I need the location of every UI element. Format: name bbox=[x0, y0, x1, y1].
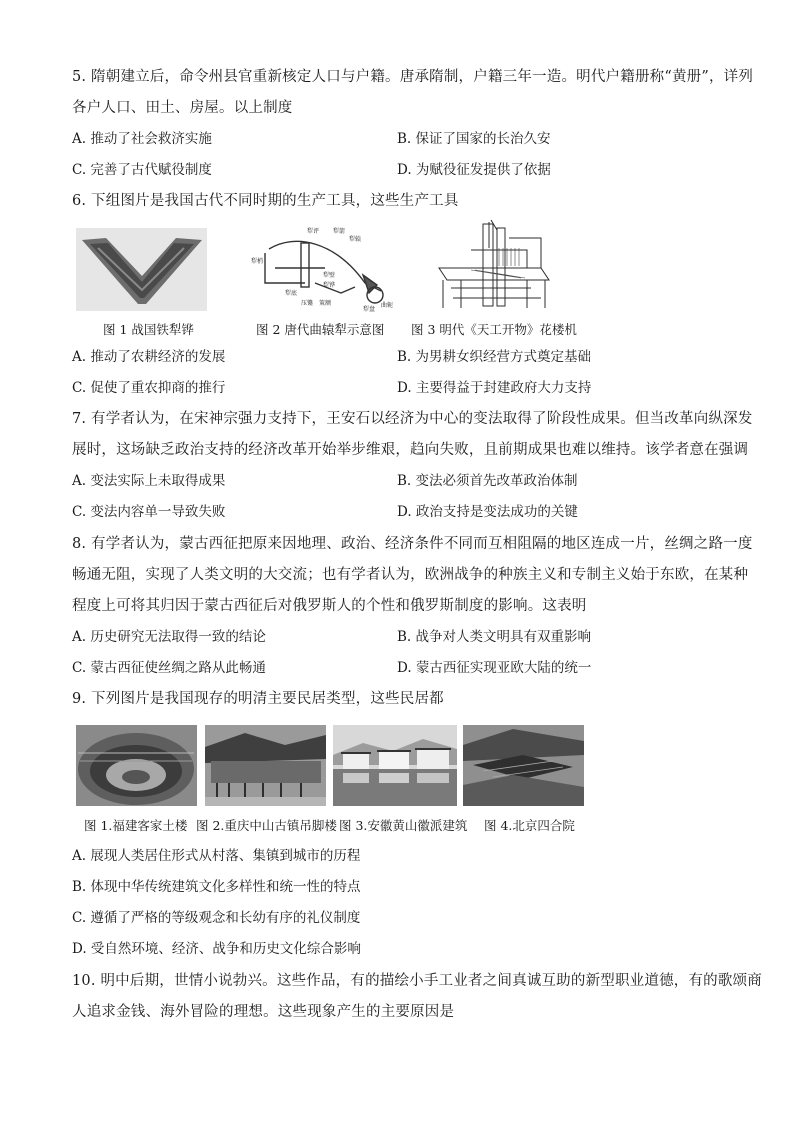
q8-option-d[interactable]: D. 蒙古西征实现亚欧大陆的统一 bbox=[397, 660, 592, 676]
iron-plowshare-photo bbox=[76, 228, 207, 311]
q7-stem-line-1: 7. 有学者认为，在宋神宗强力支持下，王安石以经济为中心的变法取得了阶段性成果。但当改革向纵深发 bbox=[72, 411, 753, 427]
plow-label-8: 犁壁 bbox=[323, 272, 336, 279]
q8-option-b[interactable]: B. 战争对人类文明具有双重影响 bbox=[397, 629, 592, 645]
q8-stem-line-3: 程度上可将其归因于蒙古西征后对俄罗斯人的个性和俄罗斯制度的影响。这表明 bbox=[72, 598, 587, 614]
q10-stem-line-2: 人追求金钱、海外冒险的理想。这些现象产生的主要原因是 bbox=[72, 1004, 455, 1020]
stilt-house-photo bbox=[205, 725, 326, 806]
q9-caption-4: 图 4.北京四合院 bbox=[484, 818, 575, 833]
q7-option-c[interactable]: C. 变法内容单一导致失败 bbox=[72, 504, 226, 520]
plow-label-4: 犁梢 bbox=[251, 258, 264, 265]
q8-stem-line-2: 畅通无阻，实现了人类文明的大交流；也有学者认为，欧洲战争的种族主义和专制主义始于东欧，在某种 bbox=[72, 567, 749, 583]
q9-caption-1: 图 1.福建客家土楼 bbox=[84, 818, 188, 833]
q6-caption-2: 图 2 唐代曲辕犁示意图 bbox=[256, 322, 385, 337]
plow-label-10: 犁盘 bbox=[363, 306, 376, 313]
q9-option-b[interactable]: B. 体现中华传统建筑文化多样性和统一性的特点 bbox=[72, 879, 361, 895]
q6-caption-1: 图 1 战国铁犁铧 bbox=[103, 322, 194, 337]
q7-option-a[interactable]: A. 变法实际上未取得成果 bbox=[72, 473, 226, 489]
q9-option-d[interactable]: D. 受自然环境、经济、战争和历史文化综合影响 bbox=[72, 941, 361, 957]
plow-label-1: 犁评 bbox=[307, 228, 320, 235]
q6-option-b[interactable]: B. 为男耕女织经营方式奠定基础 bbox=[397, 349, 592, 365]
q6-option-a[interactable]: A. 推动了农耕经济的发展 bbox=[72, 349, 226, 365]
q9-caption-3: 图 3.安徽黄山徽派建筑 bbox=[339, 818, 468, 833]
q9-caption-2: 图 2.重庆中山古镇吊脚楼 bbox=[196, 818, 337, 833]
tulou-photo bbox=[76, 725, 197, 806]
q8-stem-line-1: 8. 有学者认为，蒙古西征把原来因地理、政治、经济条件不同而互相阻隔的地区连成一片，丝绸之路一度 bbox=[72, 536, 753, 552]
q6-option-c[interactable]: C. 促使了重农抑商的推行 bbox=[72, 380, 226, 396]
plow-label-7: 策额 bbox=[319, 300, 332, 307]
q6-option-d[interactable]: D. 主要得益于封建政府大力支持 bbox=[397, 380, 592, 396]
q9-option-a[interactable]: A. 展现人类居住形式从村落、集镇到城市的历程 bbox=[72, 848, 361, 864]
q5-option-a[interactable]: A. 推动了社会救济实施 bbox=[72, 131, 212, 147]
huizhou-architecture-photo bbox=[333, 725, 457, 806]
plow-label-11: 曲轭 bbox=[381, 302, 394, 309]
q9-stem: 9. 下列图片是我国现存的明清主要民居类型，这些民居都 bbox=[72, 691, 444, 707]
plow-label-2: 犁箭 bbox=[333, 228, 346, 235]
curved-plow-diagram bbox=[245, 223, 397, 315]
q6-stem: 6. 下组图片是我国古代不同时期的生产工具，这些生产工具 bbox=[72, 193, 459, 209]
plow-label-9: 犁铧 bbox=[323, 282, 336, 289]
jacquard-loom-drawing bbox=[431, 218, 557, 314]
q9-option-c[interactable]: C. 遵循了严格的等级观念和长幼有序的礼仪制度 bbox=[72, 910, 361, 926]
q6-caption-3: 图 3 明代《天工开物》花楼机 bbox=[411, 322, 577, 337]
plow-label-5: 犁底 bbox=[285, 290, 298, 297]
q5-stem-line-2: 各户人口、田土、房屋。以上制度 bbox=[72, 100, 293, 116]
q7-option-b[interactable]: B. 变法必须首先改革政治体制 bbox=[397, 473, 578, 489]
q7-stem-line-2: 展时，这场缺乏政治支持的经济改革开始举步维艰，趋向失败，且前期成果也难以维持。该学者意在强调 bbox=[72, 442, 749, 458]
q5-option-c[interactable]: C. 完善了古代赋役制度 bbox=[72, 162, 212, 178]
q7-option-d[interactable]: D. 政治支持是变法成功的关键 bbox=[397, 504, 578, 520]
plow-label-6: 压镵 bbox=[301, 300, 314, 307]
q5-stem-line-1: 5. 隋朝建立后，命令州县官重新核定人口与户籍。唐承隋制，户籍三年一造。明代户籍册称“黄册”，详列 bbox=[72, 69, 754, 85]
siheyuan-photo bbox=[463, 725, 584, 806]
q5-option-d[interactable]: D. 为赋役征发提供了依据 bbox=[397, 162, 551, 178]
q8-option-c[interactable]: C. 蒙古西征使丝绸之路从此畅通 bbox=[72, 660, 266, 676]
plow-label-3: 犁辕 bbox=[349, 236, 362, 243]
q10-stem-line-1: 10. 明中后期，世情小说勃兴。这些作品，有的描绘小手工业者之间真诚互助的新型职业道德，有的歌颂商 bbox=[72, 973, 762, 989]
q5-option-b[interactable]: B. 保证了国家的长治久安 bbox=[397, 131, 551, 147]
q8-option-a[interactable]: A. 历史研究无法取得一致的结论 bbox=[72, 629, 266, 645]
